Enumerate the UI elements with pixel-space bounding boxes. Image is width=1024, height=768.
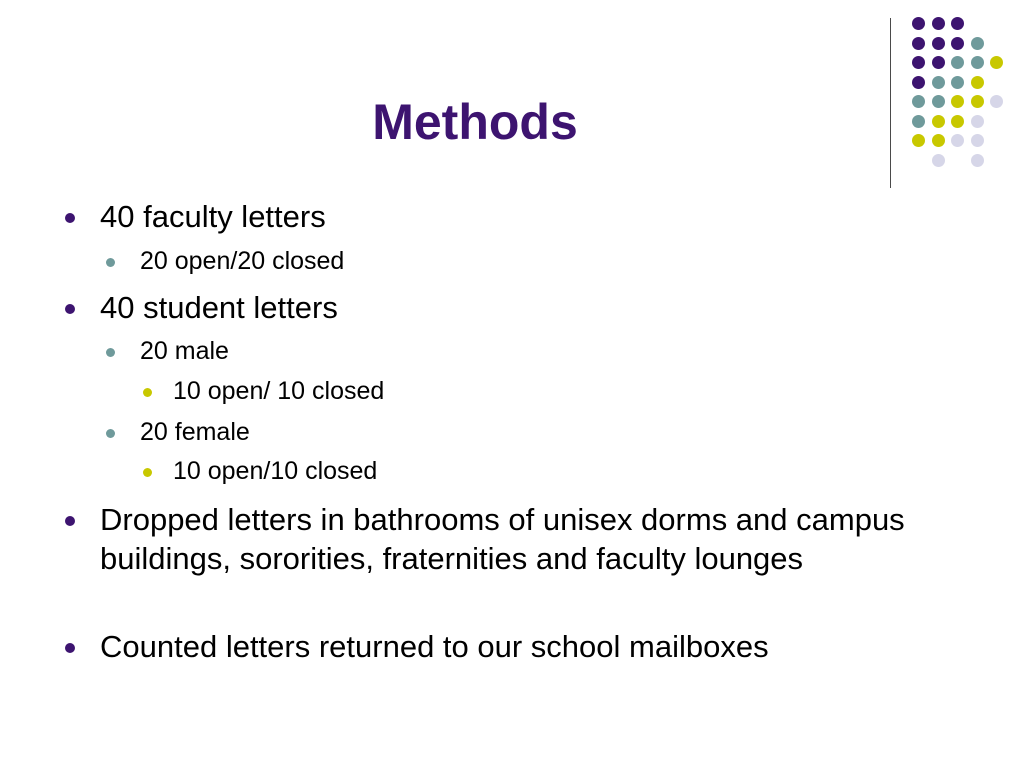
bullet-text: 20 female <box>140 418 250 446</box>
bullet-item <box>173 376 973 407</box>
bullet-icon <box>143 468 152 477</box>
bullet-item <box>140 336 980 367</box>
bullet-icon <box>65 213 75 223</box>
decorative-dot <box>951 134 964 147</box>
decorative-dot <box>912 95 925 108</box>
decorative-dot <box>912 76 925 89</box>
decorative-dot <box>932 37 945 50</box>
decorative-dot <box>971 37 984 50</box>
bullet-icon <box>65 643 75 653</box>
bullet-item <box>140 417 980 448</box>
decorative-dot <box>932 115 945 128</box>
decorative-dot <box>912 37 925 50</box>
decorative-dot <box>951 76 964 89</box>
bullet-item <box>100 288 980 327</box>
decorative-dot <box>912 134 925 147</box>
bullet-text: 40 student letters <box>100 290 338 325</box>
decorative-dot <box>990 56 1003 69</box>
bullet-item <box>140 246 980 277</box>
bullet-text: Dropped letters in bathrooms of unisex dorms and campus buildings, sororities, fraternities and faculty lounges <box>100 502 905 576</box>
bullet-item <box>100 500 980 578</box>
bullet-icon <box>65 304 75 314</box>
decorative-dot <box>971 115 984 128</box>
decorative-dot <box>932 56 945 69</box>
decorative-dot <box>912 56 925 69</box>
decorative-dot <box>971 56 984 69</box>
decorative-dot <box>951 37 964 50</box>
decorative-dot <box>971 76 984 89</box>
decorative-dot <box>951 56 964 69</box>
decorative-dot <box>912 17 925 30</box>
bullet-item <box>100 627 980 666</box>
bullet-text: Counted letters returned to our school mailboxes <box>100 629 769 664</box>
decorative-dot <box>951 95 964 108</box>
bullet-icon <box>143 388 152 397</box>
decorative-dot <box>912 115 925 128</box>
bullet-text: 20 open/20 closed <box>140 247 345 275</box>
decorative-dot <box>971 134 984 147</box>
bullet-text: 20 male <box>140 337 229 365</box>
decorative-dot <box>932 17 945 30</box>
bullet-icon <box>106 348 115 357</box>
decorative-dot <box>932 76 945 89</box>
bullet-text: 10 open/10 closed <box>173 457 378 485</box>
decorative-dot <box>971 154 984 167</box>
decorative-dot <box>951 115 964 128</box>
decorative-dot <box>971 95 984 108</box>
divider-line <box>890 18 891 188</box>
bullet-icon <box>65 516 75 526</box>
decorative-dot <box>932 134 945 147</box>
bullet-item <box>100 197 980 236</box>
decorative-dot <box>932 154 945 167</box>
slide-title: Methods <box>372 94 578 150</box>
bullet-text: 10 open/ 10 closed <box>173 377 385 405</box>
decorative-dot <box>990 95 1003 108</box>
bullet-icon <box>106 429 115 438</box>
decorative-dot <box>932 95 945 108</box>
bullet-icon <box>106 258 115 267</box>
decorative-dot <box>951 17 964 30</box>
bullet-item <box>173 456 973 487</box>
bullet-text: 40 faculty letters <box>100 199 326 234</box>
